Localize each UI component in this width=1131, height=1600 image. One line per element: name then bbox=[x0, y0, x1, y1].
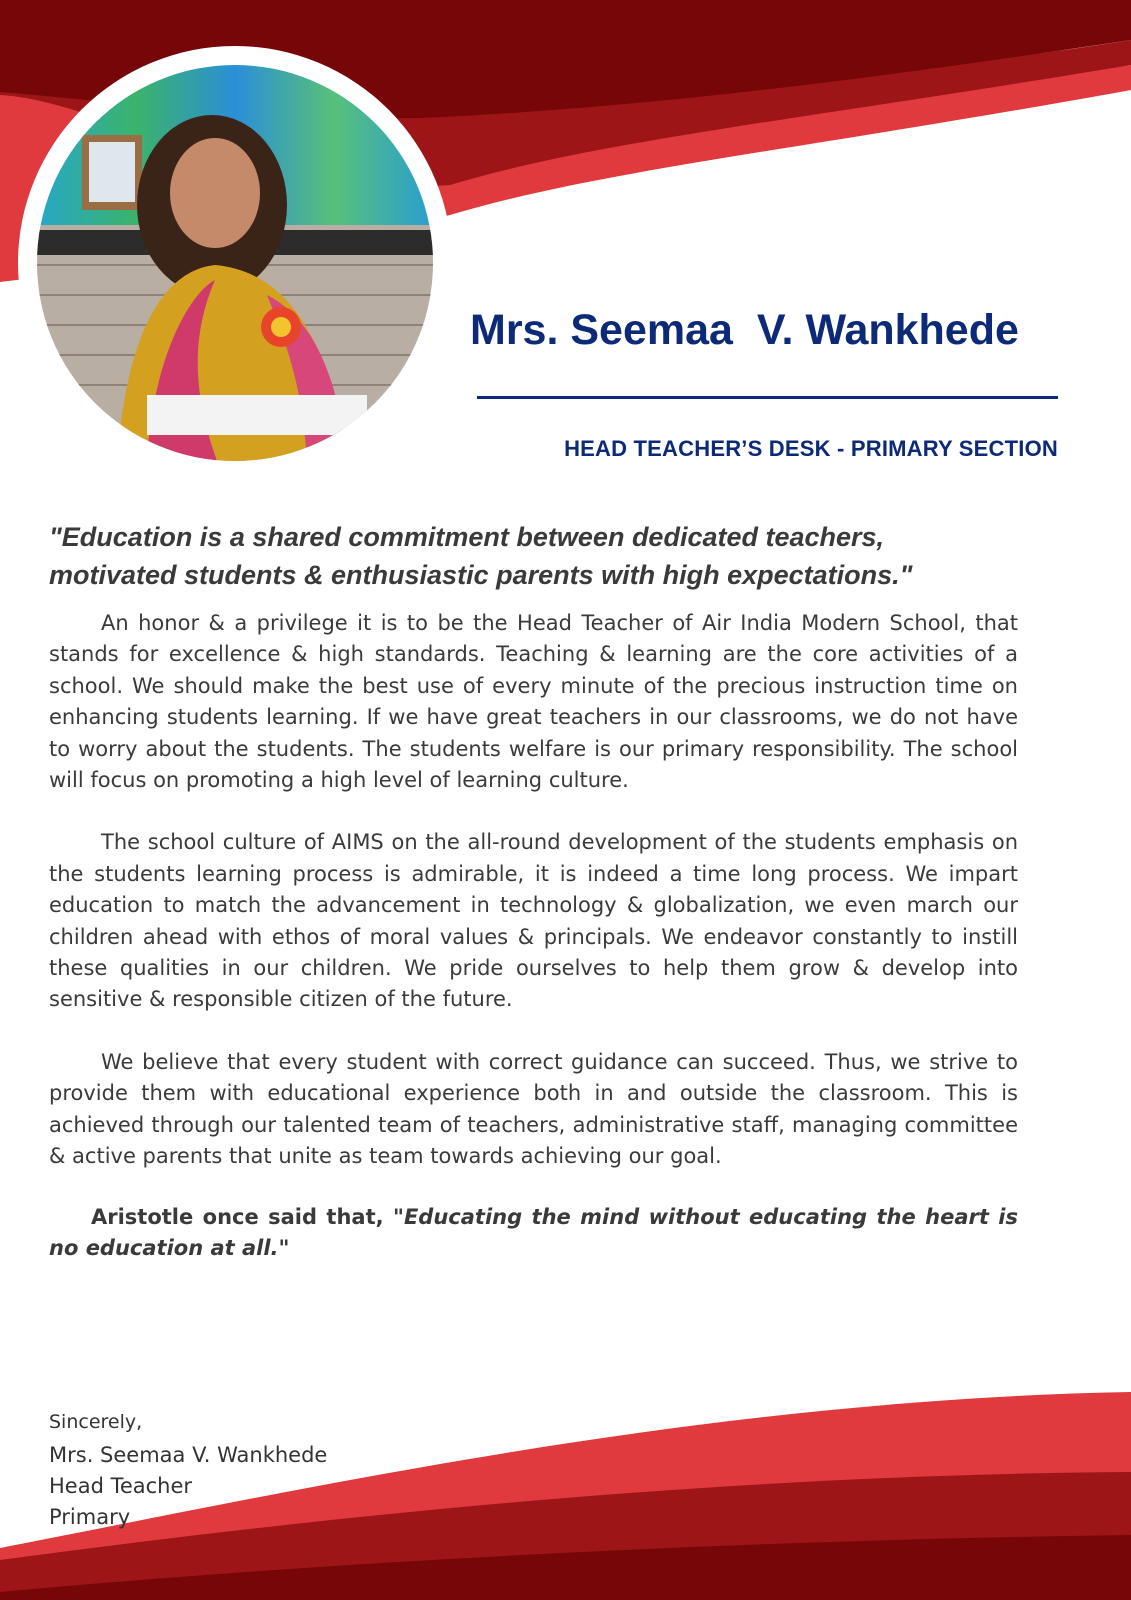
salutation: Sincerely, bbox=[49, 1411, 143, 1433]
paragraph-2: The school culture of AIMS on the all-round development of the students emphasis on the students learning process is admirable, it is indeed a time long process. We impart education to match the advancement in technology & globalization, we even march our children ahead with ethos of moral values & principals. We endeavor constantly to instill these qualities in our children. We pride ourselves to help them grow & develop into sensitive & responsible citizen of the future. bbox=[49, 830, 1018, 1012]
closing-lead: Aristotle once said that, bbox=[91, 1204, 394, 1229]
header-name: Mrs. Seemaa V. Wankhede bbox=[470, 306, 1019, 354]
paragraph-1: An honor & a privilege it is to be the Head Teacher of Air India Modern School, that stands for excellence & high standards. Teaching & learning are the core activities of a school. We should make the best use of every minute of the precious instruction time on enhancing students learning. If we have great teachers in our classrooms, we do not have to worry about the students. The students welfare is our primary responsibility. The school will focus on promoting a high level of learning culture. bbox=[49, 611, 1018, 793]
opening-quote: "Education is a shared commitment between dedicated teachers, motivated students & enthusiastic parents with high expectations." bbox=[49, 522, 913, 590]
closing-statement bbox=[49, 1202, 1018, 1264]
portrait-frame bbox=[18, 46, 452, 480]
closing-quote: "Educating the mind without educating the heart is no education at all." bbox=[49, 1204, 1018, 1260]
portrait-photo bbox=[37, 65, 433, 461]
signature-name: Mrs. Seemaa V. Wankhede bbox=[49, 1443, 328, 1467]
desk-title: HEAD TEACHER’S DESK - PRIMARY SECTION bbox=[564, 436, 1058, 461]
header-divider bbox=[477, 396, 1058, 399]
signature-block bbox=[49, 1410, 327, 1533]
signature-section: Primary bbox=[49, 1505, 131, 1529]
letter-body bbox=[49, 518, 1018, 1264]
signature-title: Head Teacher bbox=[49, 1474, 193, 1498]
paragraph-3: We believe that every student with correct guidance can succeed. Thus, we strive to provide them with educational experience both in and outside the classroom. This is achieved through our talented team of teachers, administrative staff, managing committee & active parents that unite as team towards achieving our goal. bbox=[49, 1049, 1018, 1169]
